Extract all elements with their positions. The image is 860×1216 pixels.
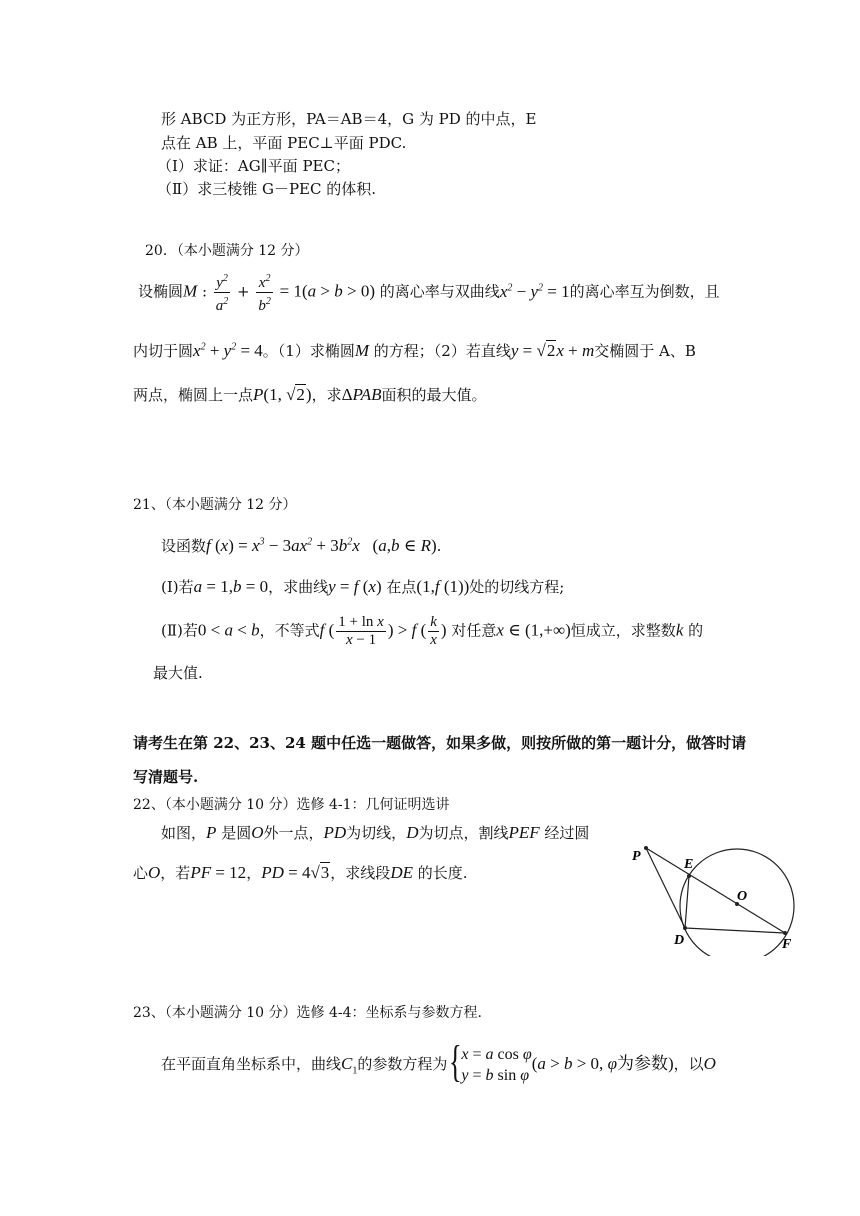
label-d: D [674,933,685,948]
param-system: { x = a cos φ y = b sin φ [449,1037,532,1086]
q22-header: 22、（本小题满分 10 分）选修 4-1：几何证明选讲 [133,797,450,813]
q21-part-2-end: 最大值. [153,664,203,682]
q23-line-1: 在平面直角坐标系中，曲线$C_1$的参数方程为 { x = a cos φ y = b sin φ (a > b > 0, φ为参数)，以O [161,1037,716,1086]
point-d [683,926,687,930]
label-e: E [684,857,694,872]
label-o: O [737,889,748,904]
q21-function: 设函数f $(x) = x^3 - 3ax^2 + 3b^2x$ (a,b ∈ R). [161,536,442,555]
segment-de [685,876,689,928]
q20-line-2: 内切于圆$x^2 + y^2 = 4$。（1）求椭圆M 的方程；（2）若直线y = √2x + m交椭圆于 A、B [133,341,696,360]
q21-header: 21、（本小题满分 12 分） [133,497,297,513]
point-e [687,874,691,878]
q19-line-1: 形 ABCD 为正方形，PA＝AB＝4，G 为 PD 的中点，E [161,110,537,128]
q20-line-3: 两点，椭圆上一点P(1, √2)，求ΔPAB面积的最大值。 [133,385,487,404]
point-p [644,846,648,850]
q21-part-2: (Ⅱ)若0 < a < b，不等式f ( $\frac{\text{1 + ln x}}{x - 1}$ ) > f ( $\frac{k}{x}$ ) 对任意x ∈ (1,+∞)恒成立，求整数k 的 [161,614,704,648]
q19-line-2: 点在 AB 上，平面 PEC⊥平面 PDC. [161,134,407,152]
label-p: P [632,849,641,864]
q23-header: 23、（本小题满分 10 分）选修 4-4：坐标系与参数方程. [133,1005,482,1021]
point-f [783,931,787,935]
notice-line-1: 请考生在第 22、23、24 题中任选一题做答，如果多做，则按所做的第一题计分，做答时请 [133,734,747,752]
segment-df [685,928,785,933]
notice-line-2: 写清题号. [133,768,199,786]
q19-part-1: （Ⅰ）求证：AG∥平面 PEC； [157,157,350,175]
q22-line-1: 如图，P 是圆O外一点，PD为切线，D为切点，割线PEF 经过圆 [161,823,590,842]
q20-header: 20．（本小题满分 12 分） [145,243,309,259]
q22-line-2: 心O，若PF = 12，PD = 4√3，求线段DE 的长度. [133,863,468,882]
label-f: F [782,937,792,952]
q20-line-1: 设椭圆M : $\frac{y^2}{a^2}$ + $\frac{x^2}{b^2}$ = 1(a > b > 0) 的离心率与双曲线$x^2 - y^2 = 1$的离心率互为倒数，且 [138,273,720,314]
q19-part-2: （Ⅱ）求三棱锥 G－PEC 的体积. [157,180,377,198]
q22-figure [628,836,808,956]
q21-part-1: (Ⅰ)若a = 1,b = 0，求曲线y = f (x) 在点(1,f (1))处的切线方程; [161,577,565,596]
